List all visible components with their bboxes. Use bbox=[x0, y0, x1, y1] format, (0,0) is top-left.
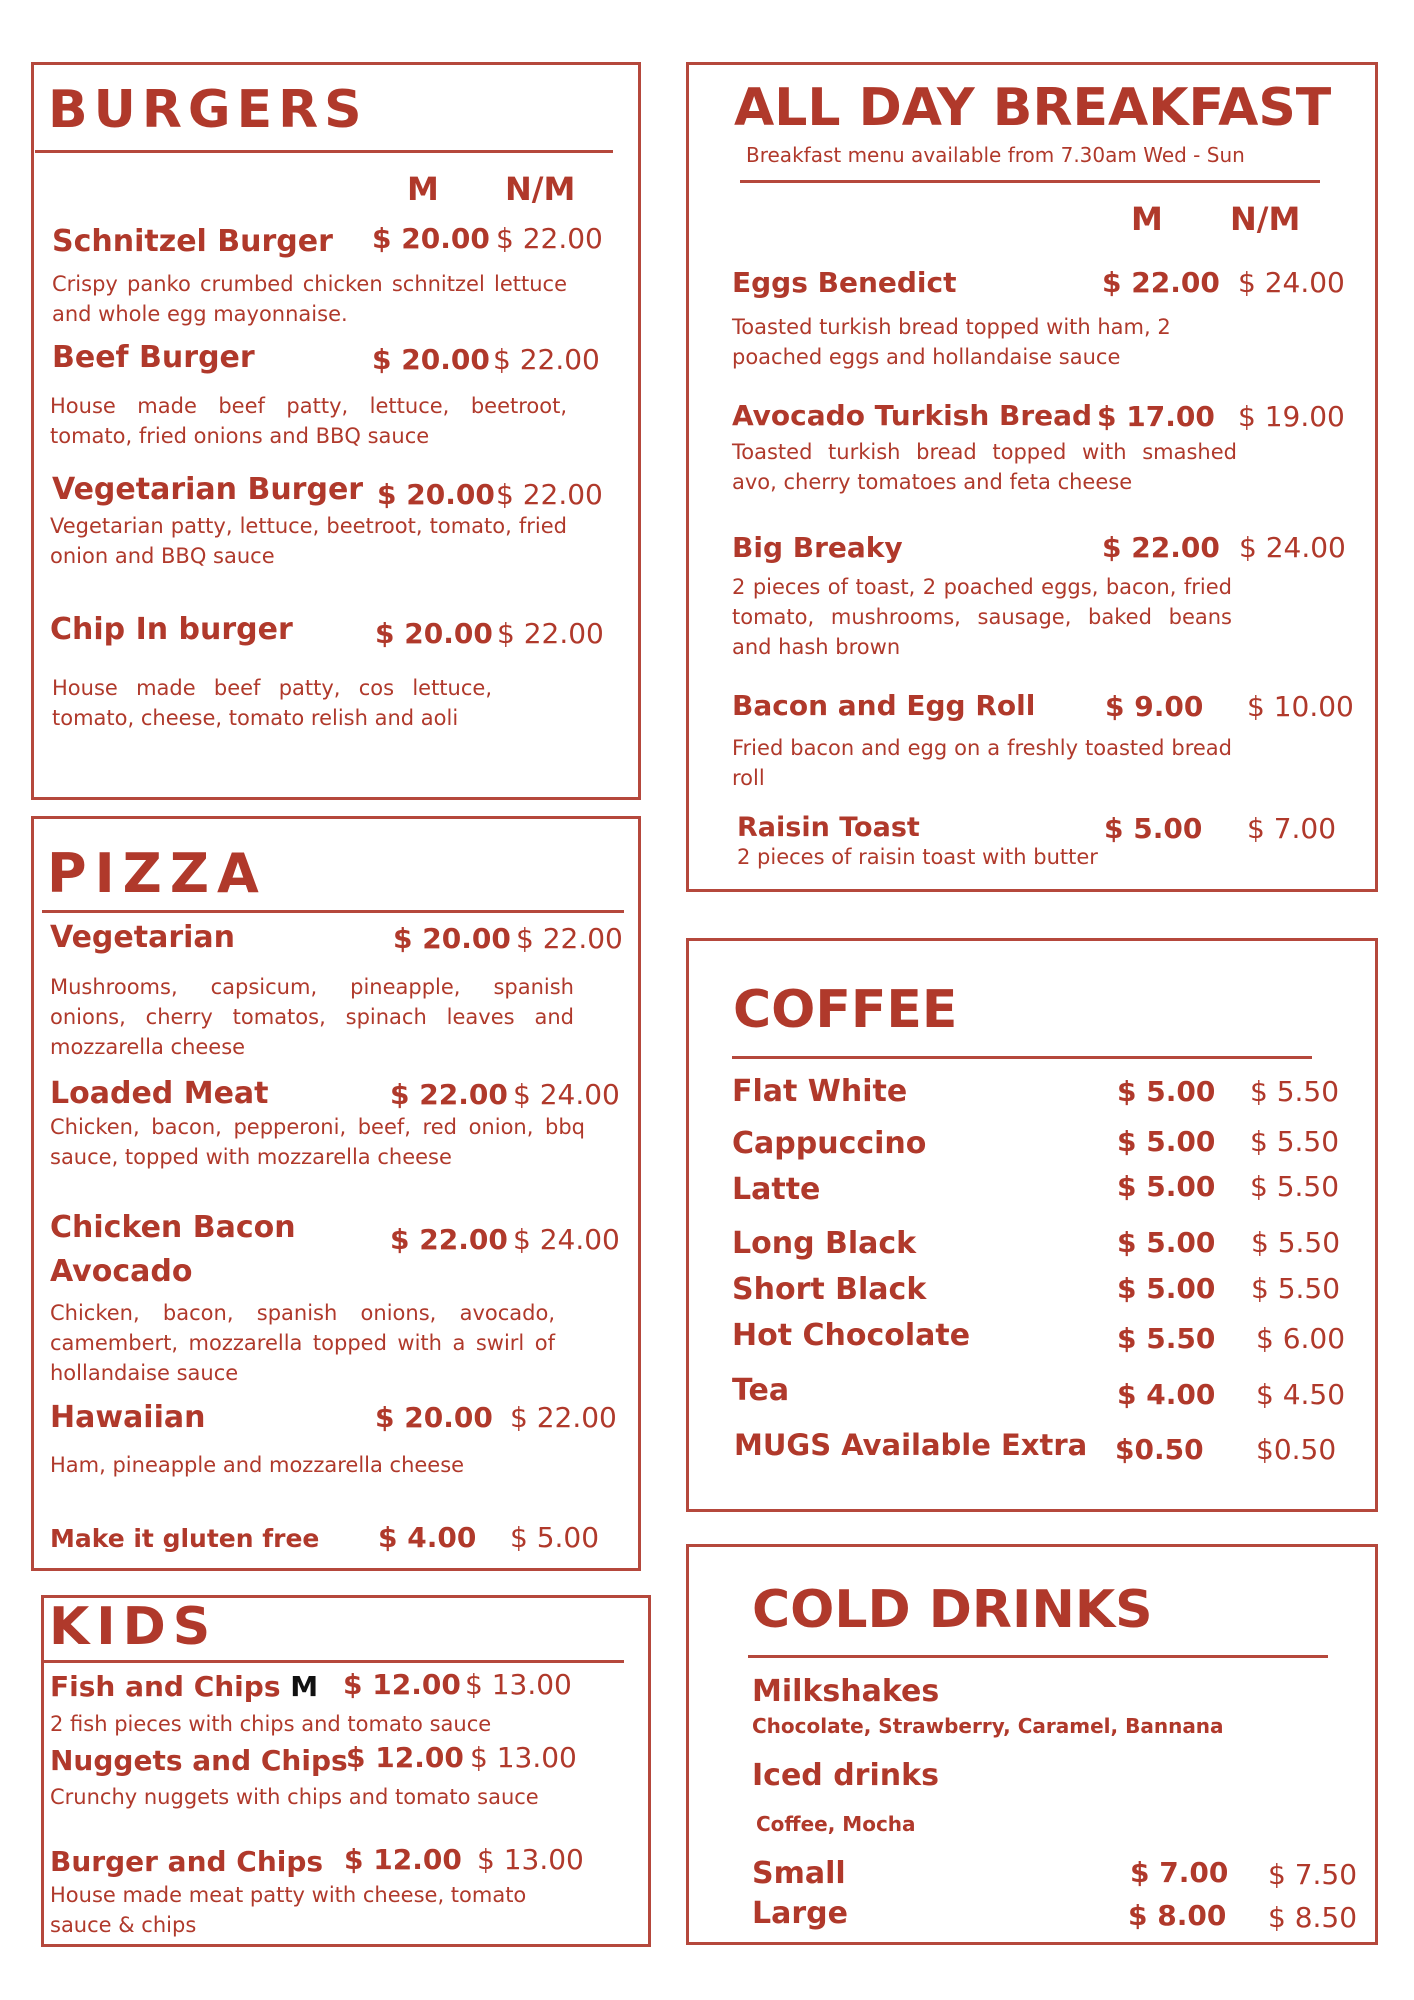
breakfast-price-nm: $ 19.00 bbox=[1238, 400, 1345, 433]
coffee-price-nm: $ 5.50 bbox=[1251, 1272, 1341, 1305]
burger-name: Schnitzel Burger bbox=[52, 224, 333, 259]
burger-price-nm: $ 22.00 bbox=[496, 478, 603, 511]
burger-price-m: $ 20.00 bbox=[372, 343, 490, 376]
breakfast-price-nm: $ 24.00 bbox=[1239, 531, 1346, 564]
coffee-price-m: $0.50 bbox=[1115, 1433, 1204, 1466]
pizza-name: Hawaiian bbox=[50, 1400, 206, 1435]
pizza-price-m: $ 22.00 bbox=[390, 1078, 508, 1111]
pizza-title-rule bbox=[42, 910, 624, 913]
coffee-price-m: $ 5.00 bbox=[1117, 1226, 1216, 1259]
kids-price-nm: $ 13.00 bbox=[465, 1668, 572, 1701]
pizza-title: PIZZA bbox=[47, 842, 267, 905]
kids-price-m: $ 12.00 bbox=[344, 1843, 462, 1876]
burgers-col-m: M bbox=[407, 170, 439, 208]
breakfast-price-nm: $ 24.00 bbox=[1238, 266, 1345, 299]
pizza-name: Loaded Meat bbox=[50, 1076, 269, 1111]
size-large-price-m: $ 8.00 bbox=[1128, 1899, 1227, 1932]
size-large-label: Large bbox=[752, 1896, 848, 1931]
breakfast-title: ALL DAY BREAKFAST bbox=[734, 78, 1332, 138]
coffee-title: COFFEE bbox=[733, 980, 958, 1040]
coffee-price-nm: $ 5.50 bbox=[1250, 1075, 1340, 1108]
burgers-title: BURGERS bbox=[48, 80, 368, 140]
burger-name: Vegetarian Burger bbox=[52, 472, 364, 507]
kids-price-m: $ 12.00 bbox=[346, 1741, 464, 1774]
burgers-col-nm: N/M bbox=[505, 170, 576, 208]
coffee-name: Short Black bbox=[732, 1272, 927, 1307]
coffee-name: Tea bbox=[732, 1373, 790, 1408]
kids-name bbox=[50, 1670, 318, 1703]
coffee-price-nm: $ 6.00 bbox=[1256, 1322, 1346, 1355]
kids-price-nm: $ 13.00 bbox=[477, 1843, 584, 1876]
breakfast-price-m: $ 22.00 bbox=[1102, 266, 1220, 299]
breakfast-desc: 2 pieces of raisin toast with butter bbox=[737, 845, 1098, 869]
pizza-price-nm: $ 24.00 bbox=[513, 1223, 620, 1256]
coffee-price-nm: $ 5.50 bbox=[1251, 1226, 1341, 1259]
kids-desc: House made meat patty with cheese, tomato sauce & chips bbox=[50, 1883, 527, 1937]
kids-desc: 2 fish pieces with chips and tomato sauce bbox=[50, 1712, 492, 1736]
pizza-name-line1: Chicken Bacon bbox=[50, 1210, 296, 1245]
breakfast-name: Raisin Toast bbox=[737, 812, 920, 843]
breakfast-col-m: M bbox=[1131, 200, 1163, 238]
kids-price-nm: $ 13.00 bbox=[470, 1741, 577, 1774]
coffee-price-m: $ 5.00 bbox=[1117, 1272, 1216, 1305]
breakfast-desc: Toasted turkish bread topped with smashed avo, cherry tomatoes and feta cheese bbox=[732, 440, 1237, 494]
breakfast-price-m: $ 5.00 bbox=[1104, 812, 1203, 845]
pizza-name-line2: Avocado bbox=[50, 1254, 193, 1289]
pizza-desc: Chicken, bacon, spanish onions, avocado, camembert, mozzarella topped with a swirl of hollandaise sauce bbox=[50, 1301, 555, 1385]
breakfast-price-nm: $ 10.00 bbox=[1247, 690, 1354, 723]
kids-title-rule bbox=[44, 1660, 624, 1663]
coffee-price-nm: $0.50 bbox=[1256, 1433, 1337, 1466]
breakfast-subtitle: Breakfast menu available from 7.30am Wed - Sun bbox=[746, 143, 1245, 167]
kids-name-suffix: M bbox=[290, 1670, 319, 1703]
burger-name: Chip In burger bbox=[50, 612, 293, 647]
breakfast-name: Avocado Turkish Bread bbox=[732, 399, 1093, 432]
iced-drinks-label: Iced drinks bbox=[752, 1758, 939, 1793]
breakfast-name: Eggs Benedict bbox=[732, 266, 957, 299]
pizza-price-m: $ 20.00 bbox=[393, 922, 511, 955]
coffee-price-nm: $ 5.50 bbox=[1250, 1125, 1340, 1158]
breakfast-name: Bacon and Egg Roll bbox=[732, 689, 1036, 722]
burgers-title-rule bbox=[35, 150, 613, 153]
burger-price-nm: $ 22.00 bbox=[496, 222, 603, 255]
coffee-title-rule bbox=[732, 1056, 1312, 1059]
burger-desc: Crispy panko crumbed chicken schnitzel lettuce and whole egg mayonnaise. bbox=[52, 272, 567, 326]
pizza-price-nm: $ 24.00 bbox=[513, 1078, 620, 1111]
milkshakes-flavours: Chocolate, Strawberry, Caramel, Bannana bbox=[752, 1714, 1224, 1738]
burger-desc: Vegetarian patty, lettuce, beetroot, tomato, fried onion and BBQ sauce bbox=[50, 514, 567, 568]
burger-price-m: $ 20.00 bbox=[375, 617, 493, 650]
size-large-price-nm: $ 8.50 bbox=[1268, 1901, 1358, 1934]
burger-price-nm: $ 22.00 bbox=[493, 343, 600, 376]
coffee-name: Flat White bbox=[732, 1074, 908, 1109]
coffee-name: Long Black bbox=[732, 1226, 917, 1261]
coffee-name: Hot Chocolate bbox=[732, 1318, 971, 1353]
breakfast-price-nm: $ 7.00 bbox=[1247, 812, 1337, 845]
kids-name-text: Fish and Chips bbox=[50, 1670, 281, 1703]
coffee-price-m: $ 4.00 bbox=[1117, 1378, 1216, 1411]
kids-name: Burger and Chips bbox=[50, 1845, 324, 1878]
kids-title: KIDS bbox=[49, 1597, 218, 1657]
breakfast-desc: Toasted turkish bread topped with ham, 2 poached eggs and hollandaise sauce bbox=[732, 315, 1171, 369]
pizza-price-m: $ 20.00 bbox=[375, 1401, 493, 1434]
coffee-price-nm: $ 4.50 bbox=[1256, 1378, 1346, 1411]
breakfast-title-rule bbox=[740, 180, 1320, 183]
pizza-price-m: $ 22.00 bbox=[390, 1223, 508, 1256]
coffee-price-m: $ 5.50 bbox=[1117, 1322, 1216, 1355]
size-small-label: Small bbox=[752, 1856, 846, 1891]
iced-drinks-flavours: Coffee, Mocha bbox=[756, 1812, 916, 1836]
coffee-price-m: $ 5.00 bbox=[1117, 1170, 1216, 1203]
pizza-name: Vegetarian bbox=[50, 920, 236, 955]
pizza-price-nm: $ 22.00 bbox=[516, 922, 623, 955]
breakfast-price-m: $ 17.00 bbox=[1097, 400, 1215, 433]
breakfast-desc: 2 pieces of toast, 2 poached eggs, bacon, fried tomato, mushrooms, sausage, baked beans and hash brown bbox=[732, 575, 1232, 659]
breakfast-name: Big Breaky bbox=[732, 531, 903, 564]
coffee-price-nm: $ 5.50 bbox=[1250, 1170, 1340, 1203]
burger-price-m: $ 20.00 bbox=[377, 478, 495, 511]
breakfast-desc: Fried bacon and egg on a freshly toasted bread roll bbox=[732, 736, 1232, 790]
pizza-desc: Ham, pineapple and mozzarella cheese bbox=[50, 1453, 465, 1477]
coffee-price-m: $ 5.00 bbox=[1117, 1075, 1216, 1108]
kids-desc: Crunchy nuggets with chips and tomato sauce bbox=[50, 1785, 539, 1809]
pizza-desc: Chicken, bacon, pepperoni, beef, red onion, bbq sauce, topped with mozzarella cheese bbox=[50, 1115, 585, 1169]
burger-name: Beef Burger bbox=[52, 340, 255, 375]
breakfast-col-nm: N/M bbox=[1230, 200, 1301, 238]
kids-price-m: $ 12.00 bbox=[343, 1668, 461, 1701]
milkshakes-label: Milkshakes bbox=[752, 1674, 940, 1709]
breakfast-price-m: $ 9.00 bbox=[1105, 690, 1204, 723]
burger-desc: House made beef patty, cos lettuce, tomato, cheese, tomato relish and aoli bbox=[52, 676, 492, 730]
gluten-free-price-nm: $ 5.00 bbox=[510, 1521, 600, 1554]
gluten-free-price-m: $ 4.00 bbox=[378, 1521, 477, 1554]
cold-drinks-title: COLD DRINKS bbox=[752, 1580, 1153, 1640]
burger-price-nm: $ 22.00 bbox=[497, 617, 604, 650]
gluten-free-label: Make it gluten free bbox=[50, 1524, 320, 1553]
cold-drinks-title-rule bbox=[748, 1655, 1328, 1658]
size-small-price-nm: $ 7.50 bbox=[1268, 1858, 1358, 1891]
burger-price-m: $ 20.00 bbox=[372, 222, 490, 255]
coffee-name: MUGS Available Extra bbox=[734, 1428, 1088, 1462]
kids-name: Nuggets and Chips bbox=[50, 1744, 348, 1777]
size-small-price-m: $ 7.00 bbox=[1130, 1856, 1229, 1889]
coffee-price-m: $ 5.00 bbox=[1117, 1125, 1216, 1158]
pizza-price-nm: $ 22.00 bbox=[510, 1401, 617, 1434]
coffee-name: Latte bbox=[732, 1172, 821, 1207]
breakfast-price-m: $ 22.00 bbox=[1102, 531, 1220, 564]
pizza-desc: Mushrooms, capsicum, pineapple, spanish onions, cherry tomatos, spinach leaves and mozzarella cheese bbox=[50, 975, 574, 1059]
coffee-name: Cappuccino bbox=[732, 1126, 927, 1161]
burger-desc: House made beef patty, lettuce, beetroot, tomato, fried onions and BBQ sauce bbox=[50, 394, 567, 448]
